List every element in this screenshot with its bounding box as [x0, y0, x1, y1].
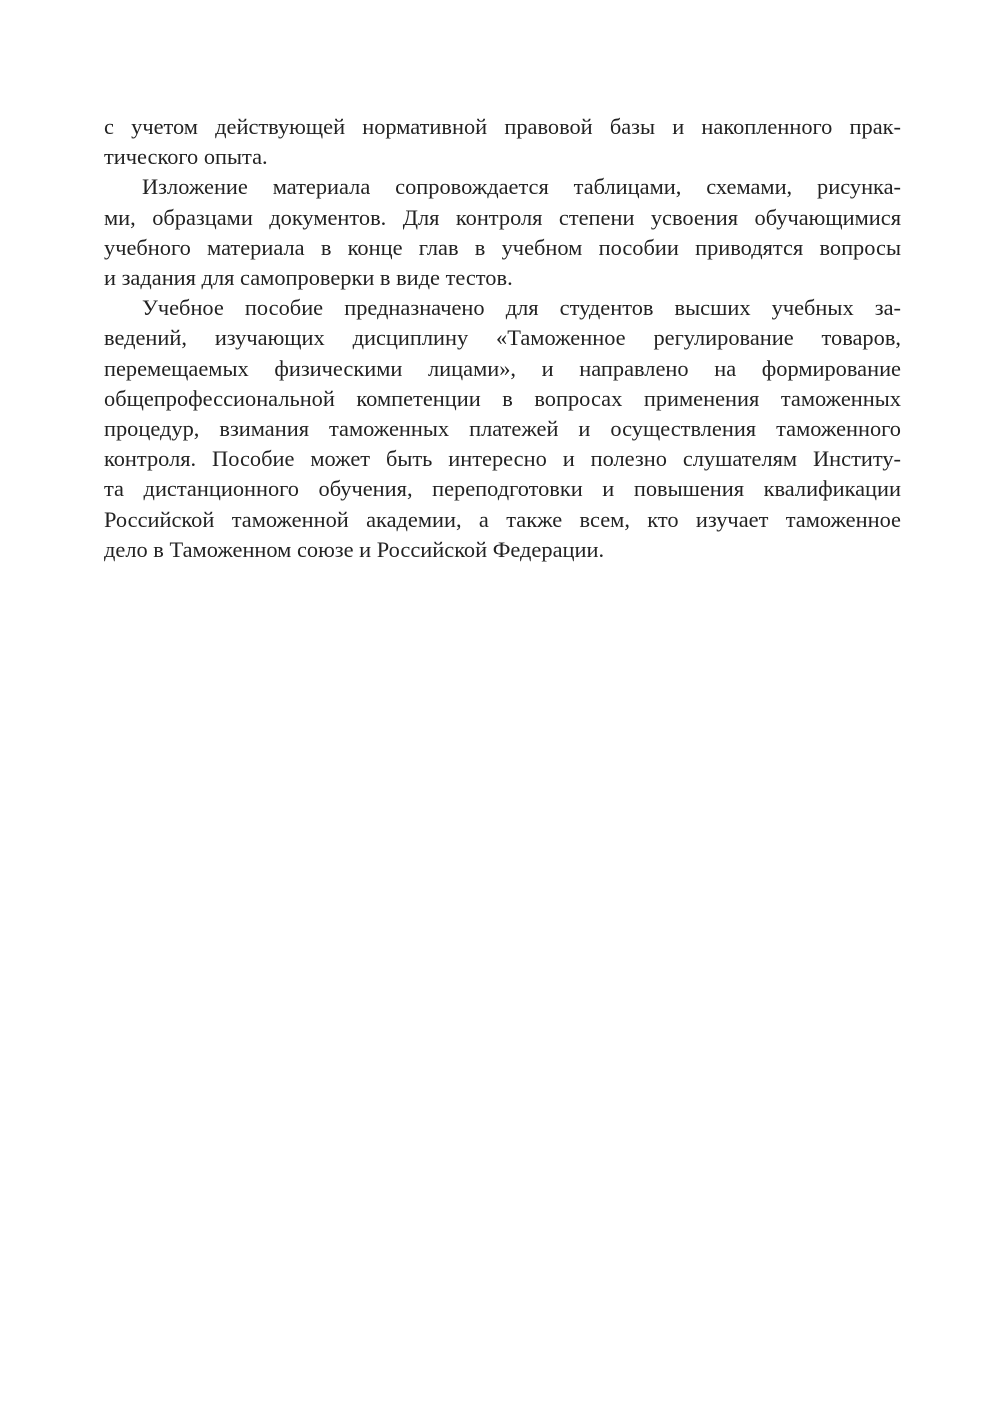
text-line: и задания для самопроверки в виде тестов.	[104, 265, 513, 291]
paragraph-purpose	[104, 293, 901, 565]
text-line: общепрофессиональной компетенции в вопросах применения таможенных	[104, 385, 901, 411]
body-text	[104, 112, 901, 565]
text-line: Учебное пособие предназначено для студентов высших учебных за-	[142, 295, 901, 321]
text-line: Российской таможенной академии, а также всем, кто изучает таможенное	[104, 506, 901, 532]
text-line: та дистанционного обучения, переподготовки и повышения квалификации	[104, 476, 901, 502]
text-line: учебного материала в конце глав в учебном пособии приводятся вопросы	[104, 234, 901, 260]
text-line: контроля. Пособие может быть интересно и полезно слушателям Институ-	[104, 446, 901, 472]
text-line: Изложение материала сопровождается таблицами, схемами, рисунка-	[142, 174, 901, 200]
text-line: процедур, взимания таможенных платежей и осуществления таможенного	[104, 416, 901, 442]
text-line: с учетом действующей нормативной правовой базы и накопленного прак-	[104, 114, 901, 139]
text-line: ведений, изучающих дисциплину «Таможенное регулирование товаров,	[104, 325, 901, 351]
paragraph-continuation	[104, 112, 901, 172]
text-line: ми, образцами документов. Для контроля степени усвоения обучающимися	[104, 204, 901, 230]
paragraph-materials	[104, 172, 901, 293]
text-line: тического опыта.	[104, 144, 268, 170]
text-line: дело в Таможенном союзе и Российской Федерации.	[104, 536, 605, 562]
text-line: перемещаемых физическими лицами», и направлено на формирование	[104, 355, 901, 381]
